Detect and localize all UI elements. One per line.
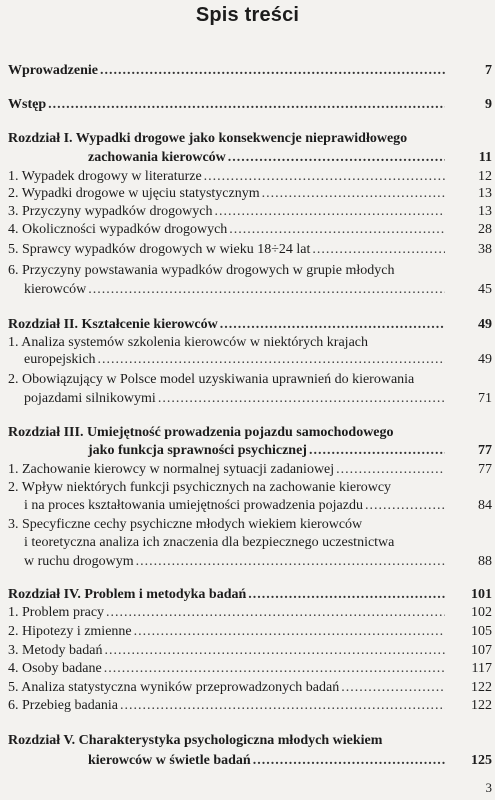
toc-page-number: 28 xyxy=(478,222,492,237)
toc-entry-label: 3. Przyczyny wypadków drogowych xyxy=(8,204,213,219)
toc-page-number: 117 xyxy=(471,661,492,676)
toc-entry-4-1[interactable] xyxy=(8,604,445,622)
toc-leader-dots xyxy=(341,679,445,697)
toc-page-number: 107 xyxy=(471,643,492,658)
toc-leader-dots xyxy=(253,752,445,770)
toc-entry-1-6-line1[interactable]: 6. Przyczyny powstawania wypadków drogowych w grupie młodych xyxy=(8,263,395,278)
toc-entry-wstep[interactable] xyxy=(8,96,445,114)
toc-page-number: 71 xyxy=(478,391,492,406)
toc-page-number: 49 xyxy=(478,317,492,332)
toc-page-number: 122 xyxy=(471,680,492,695)
toc-page-number: 102 xyxy=(471,605,492,620)
toc-page-number: 45 xyxy=(478,282,492,297)
toc-leader-dots xyxy=(312,241,445,259)
toc-leader-dots xyxy=(48,96,445,114)
toc-leader-dots xyxy=(220,316,445,334)
toc-entry-3-3[interactable] xyxy=(24,553,445,571)
toc-leader-dots xyxy=(309,442,445,460)
toc-entry-4-2[interactable] xyxy=(8,623,445,641)
page-title: Spis treści xyxy=(195,4,300,26)
toc-entry-label: w ruchu drogowym xyxy=(24,554,134,569)
toc-entry-1-4[interactable] xyxy=(8,221,445,239)
toc-page-number: 38 xyxy=(478,242,492,257)
toc-entry-1-6[interactable] xyxy=(24,281,445,299)
toc-leader-dots xyxy=(104,642,445,660)
toc-leader-dots xyxy=(336,461,445,479)
toc-page-number: 11 xyxy=(478,150,492,165)
toc-entry-wprowadzenie[interactable] xyxy=(8,62,445,80)
toc-leader-dots xyxy=(136,553,445,571)
toc-page-number: 122 xyxy=(471,698,492,713)
toc-entry-label: Wstęp xyxy=(8,97,47,112)
toc-page-number: 77 xyxy=(478,443,492,458)
toc-entry-label: 1. Zachowanie kierowcy w normalnej sytuacji zadaniowej xyxy=(8,462,335,477)
toc-entry-label: 6. Przebieg badania xyxy=(8,698,119,713)
toc-entry-label: 4. Okoliczności wypadków drogowych xyxy=(8,222,228,237)
toc-entry-chapter-3[interactable] xyxy=(88,442,445,460)
toc-entry-label: 5. Sprawcy wypadków drogowych w wieku 18÷24 lat xyxy=(8,242,311,257)
toc-leader-dots xyxy=(248,586,445,604)
chapter-3-title-line1[interactable]: Rozdział III. Umiejętność prowadzenia pojazdu samochodowego xyxy=(8,425,394,440)
toc-page-number: 9 xyxy=(485,97,492,112)
toc-entry-2-2[interactable] xyxy=(24,390,445,408)
toc-page-number: 77 xyxy=(478,462,492,477)
toc-page-number: 49 xyxy=(478,352,492,367)
toc-entry-2-1[interactable] xyxy=(24,351,445,369)
toc-entry-label: 1. Wypadek drogowy w literaturze xyxy=(8,169,202,184)
toc-entry-1-1[interactable] xyxy=(8,168,445,186)
toc-page-number: 84 xyxy=(478,498,492,513)
toc-entry-label: europejskich xyxy=(24,352,96,367)
toc-entry-label: 1. Problem pracy xyxy=(8,605,105,620)
toc-entry-chapter-5[interactable] xyxy=(88,752,445,770)
toc-leader-dots xyxy=(229,221,445,239)
toc-entry-1-5[interactable] xyxy=(8,241,445,259)
toc-entry-3-2-line1[interactable]: 2. Wpływ niektórych funkcji psychicznych na zachowanie kierowcy xyxy=(8,480,392,495)
toc-page-number: 12 xyxy=(478,169,492,184)
toc-entry-1-2[interactable] xyxy=(8,185,445,203)
toc-entry-label: 2. Wypadki drogowe w ujęciu statystycznym xyxy=(8,186,260,201)
toc-leader-dots xyxy=(215,203,445,221)
toc-page-number: 125 xyxy=(471,753,492,768)
toc-entry-label: Rozdział IV. Problem i metodyka badań xyxy=(8,587,247,602)
toc-entry-chapter-4[interactable] xyxy=(8,586,445,604)
toc-page-number: 13 xyxy=(478,204,492,219)
toc-page-number: 7 xyxy=(485,63,492,78)
toc-entry-2-2-line1[interactable]: 2. Obowiązujący w Polsce model uzyskiwania uprawnień do kierowania xyxy=(8,372,415,387)
toc-entry-label: zachowania kierowców xyxy=(88,150,226,165)
toc-page-number: 105 xyxy=(471,624,492,639)
toc-entry-3-3-line1[interactable]: 3. Specyficzne cechy psychiczne młodych wiekiem kierowców xyxy=(8,517,363,532)
toc-leader-dots xyxy=(100,62,445,80)
toc-entry-label: i na proces kształtowania umiejętności prowadzenia pojazdu xyxy=(24,498,363,513)
toc-leader-dots xyxy=(134,623,445,641)
chapter-5-title-line1[interactable]: Rozdział V. Charakterystyka psychologiczna młodych wiekiem xyxy=(8,733,383,748)
toc-leader-dots xyxy=(204,168,445,186)
toc-leader-dots xyxy=(228,149,445,167)
chapter-1-title-line1[interactable]: Rozdział I. Wypadki drogowe jako konsekwencje nieprawidłowego xyxy=(8,131,408,146)
toc-page-number: 101 xyxy=(471,587,492,602)
toc-entry-4-6[interactable] xyxy=(8,697,445,715)
toc-entry-label: kierowców xyxy=(24,282,87,297)
toc-leader-dots xyxy=(158,390,445,408)
toc-entry-label: pojazdami silnikowymi xyxy=(24,391,156,406)
toc-page-number: 88 xyxy=(478,554,492,569)
toc-leader-dots xyxy=(98,351,445,369)
toc-leader-dots xyxy=(88,281,445,299)
toc-entry-label: Rozdział II. Kształcenie kierowców xyxy=(8,317,218,332)
toc-leader-dots xyxy=(104,660,445,678)
toc-entry-2-1-line1[interactable]: 1. Analiza systemów szkolenia kierowców w niektórych krajach xyxy=(8,335,369,350)
toc-leader-dots xyxy=(106,604,445,622)
toc-entry-label: 4. Osoby badane xyxy=(8,661,102,676)
toc-entry-3-3-line2[interactable]: i teoretyczna analiza ich znaczenia dla bezpiecznego uczestnictwa xyxy=(24,535,395,550)
toc-entry-label: kierowców w świetle badań xyxy=(88,753,251,768)
toc-entry-3-2[interactable] xyxy=(24,497,445,515)
toc-entry-1-3[interactable] xyxy=(8,203,445,221)
toc-entry-4-4[interactable] xyxy=(8,660,445,678)
page-number: 3 xyxy=(485,780,492,795)
toc-entry-label: 5. Analiza statystyczna wyników przeprowadzonych badań xyxy=(8,680,340,695)
toc-leader-dots xyxy=(365,497,445,515)
toc-page-number: 13 xyxy=(478,186,492,201)
toc-entry-4-3[interactable] xyxy=(8,642,445,660)
toc-entry-4-5[interactable] xyxy=(8,679,445,697)
toc-entry-label: jako funkcja sprawności psychicznej xyxy=(88,443,307,458)
toc-entry-3-1[interactable] xyxy=(8,461,445,479)
toc-entry-chapter-2[interactable] xyxy=(8,316,445,334)
toc-entry-label: 2. Hipotezy i zmienne xyxy=(8,624,132,639)
toc-leader-dots xyxy=(120,697,445,715)
toc-entry-label: Wprowadzenie xyxy=(8,63,98,78)
toc-entry-chapter-1[interactable] xyxy=(88,149,445,167)
toc-entry-label: 3. Metody badań xyxy=(8,643,103,658)
toc-leader-dots xyxy=(262,185,445,203)
